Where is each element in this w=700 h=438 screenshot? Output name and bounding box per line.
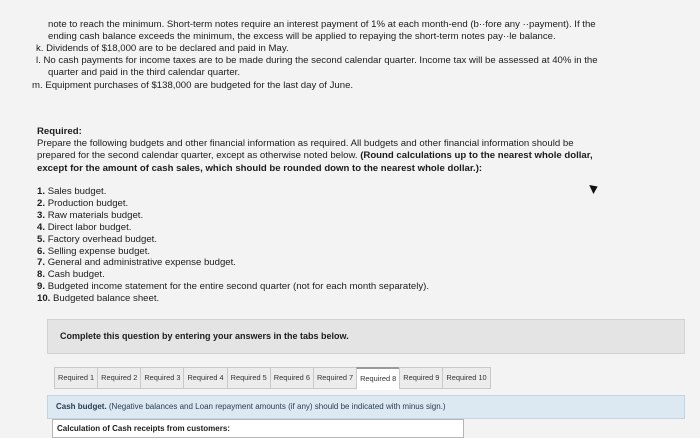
mouse-pointer-icon bbox=[589, 182, 600, 194]
required-section bbox=[37, 126, 593, 175]
tab-instruction bbox=[47, 395, 685, 419]
tab-required-1[interactable]: Required 1 bbox=[54, 367, 97, 389]
list-text: Production budget. bbox=[47, 197, 129, 209]
list-text: Direct labor budget. bbox=[47, 221, 132, 233]
list-item bbox=[37, 222, 429, 234]
list-num: 9. bbox=[37, 281, 46, 293]
list-text: Factory overhead budget. bbox=[47, 233, 158, 245]
rounding-note: (Round calculations up to the nearest whole dollar, bbox=[360, 150, 593, 162]
list-num: 4. bbox=[37, 221, 46, 233]
cash-receipts-table-header bbox=[52, 419, 464, 438]
item-m: m. Equipment purchases of $138,000 are budgeted for the last day of June. bbox=[32, 80, 354, 91]
problem-items-k-m bbox=[36, 43, 598, 80]
list-num: 6. bbox=[37, 245, 46, 257]
list-num: 10. bbox=[37, 293, 51, 305]
tab-required-3[interactable]: Required 3 bbox=[140, 367, 183, 389]
tab-required-5[interactable]: Required 5 bbox=[227, 367, 270, 389]
list-item bbox=[37, 281, 429, 293]
list-num: 8. bbox=[37, 269, 46, 281]
list-item bbox=[37, 293, 429, 305]
list-item bbox=[37, 210, 429, 222]
problem-continuation bbox=[48, 19, 596, 43]
list-num: 7. bbox=[37, 257, 46, 269]
required-line bbox=[37, 150, 593, 162]
instruction-title: Cash budget. bbox=[56, 402, 107, 411]
list-num: 1. bbox=[37, 186, 46, 197]
list-text: Sales budget. bbox=[47, 186, 107, 197]
list-num: 5. bbox=[37, 233, 46, 245]
list-num: 2. bbox=[37, 197, 46, 209]
list-text: Raw materials budget. bbox=[47, 209, 144, 221]
item-l-cont: quarter and paid in the third calendar quarter. bbox=[48, 67, 241, 79]
list-text: General and administrative expense budget. bbox=[47, 257, 236, 269]
text-line: note to reach the minimum. Short-term notes require an interest payment of 1% at each month-end (b··fore any ··payment). If the bbox=[48, 19, 596, 30]
required-line: Prepare the following budgets and other financial information as required. All budgets and other financial information should be bbox=[37, 138, 574, 150]
list-num: 3. bbox=[37, 209, 46, 221]
list-text: Selling expense budget. bbox=[47, 245, 151, 257]
tab-required-10[interactable]: Required 10 bbox=[442, 367, 490, 389]
tab-required-8[interactable]: Required 8 bbox=[356, 367, 399, 390]
problem-item-m-wrap bbox=[32, 80, 353, 92]
tab-required-2[interactable]: Required 2 bbox=[97, 367, 140, 389]
instruction-note: (Negative balances and Loan repayment amounts (if any) should be indicated with minus sign.) bbox=[106, 402, 446, 411]
table-title: Calculation of Cash receipts from customers: bbox=[57, 424, 230, 433]
list-text: Budgeted balance sheet. bbox=[53, 293, 160, 305]
list-text: Cash budget. bbox=[47, 269, 105, 281]
instruction-text bbox=[56, 402, 446, 411]
complete-question-banner bbox=[47, 319, 685, 354]
tab-required-4[interactable]: Required 4 bbox=[183, 367, 226, 389]
tab-required-7[interactable]: Required 7 bbox=[313, 367, 356, 389]
required-list bbox=[37, 186, 429, 305]
text-line: ending cash balance exceeds the minimum, the excess will be applied to repaying the short-term notes pay··le balance. bbox=[48, 31, 556, 43]
list-text: Budgeted income statement for the entire second quarter (not for each month separately). bbox=[47, 281, 429, 293]
required-heading: Required: bbox=[37, 126, 82, 137]
required-tabs bbox=[54, 367, 491, 390]
required-line-plain: prepared for the second calendar quarter, except as otherwise noted below. bbox=[37, 150, 361, 162]
rounding-note-cont: except for the amount of cash sales, which should be rounded down to the nearest whole dollar.): bbox=[37, 162, 483, 174]
item-k: k. Dividends of $18,000 are to be declared and paid in May. bbox=[36, 43, 289, 54]
list-item bbox=[37, 246, 429, 258]
tab-required-9[interactable]: Required 9 bbox=[399, 367, 442, 389]
item-l: l. No cash payments for income taxes are to be made during the second calendar quarter. Income tax will be assessed at 40% in the bbox=[36, 55, 598, 67]
tab-required-6[interactable]: Required 6 bbox=[270, 367, 313, 389]
banner-label: Complete this question by entering your answers in the tabs below. bbox=[60, 331, 349, 341]
list-item bbox=[37, 198, 429, 210]
list-item bbox=[37, 257, 429, 269]
list-item bbox=[37, 186, 429, 198]
list-item bbox=[37, 269, 429, 281]
list-item bbox=[37, 234, 429, 246]
